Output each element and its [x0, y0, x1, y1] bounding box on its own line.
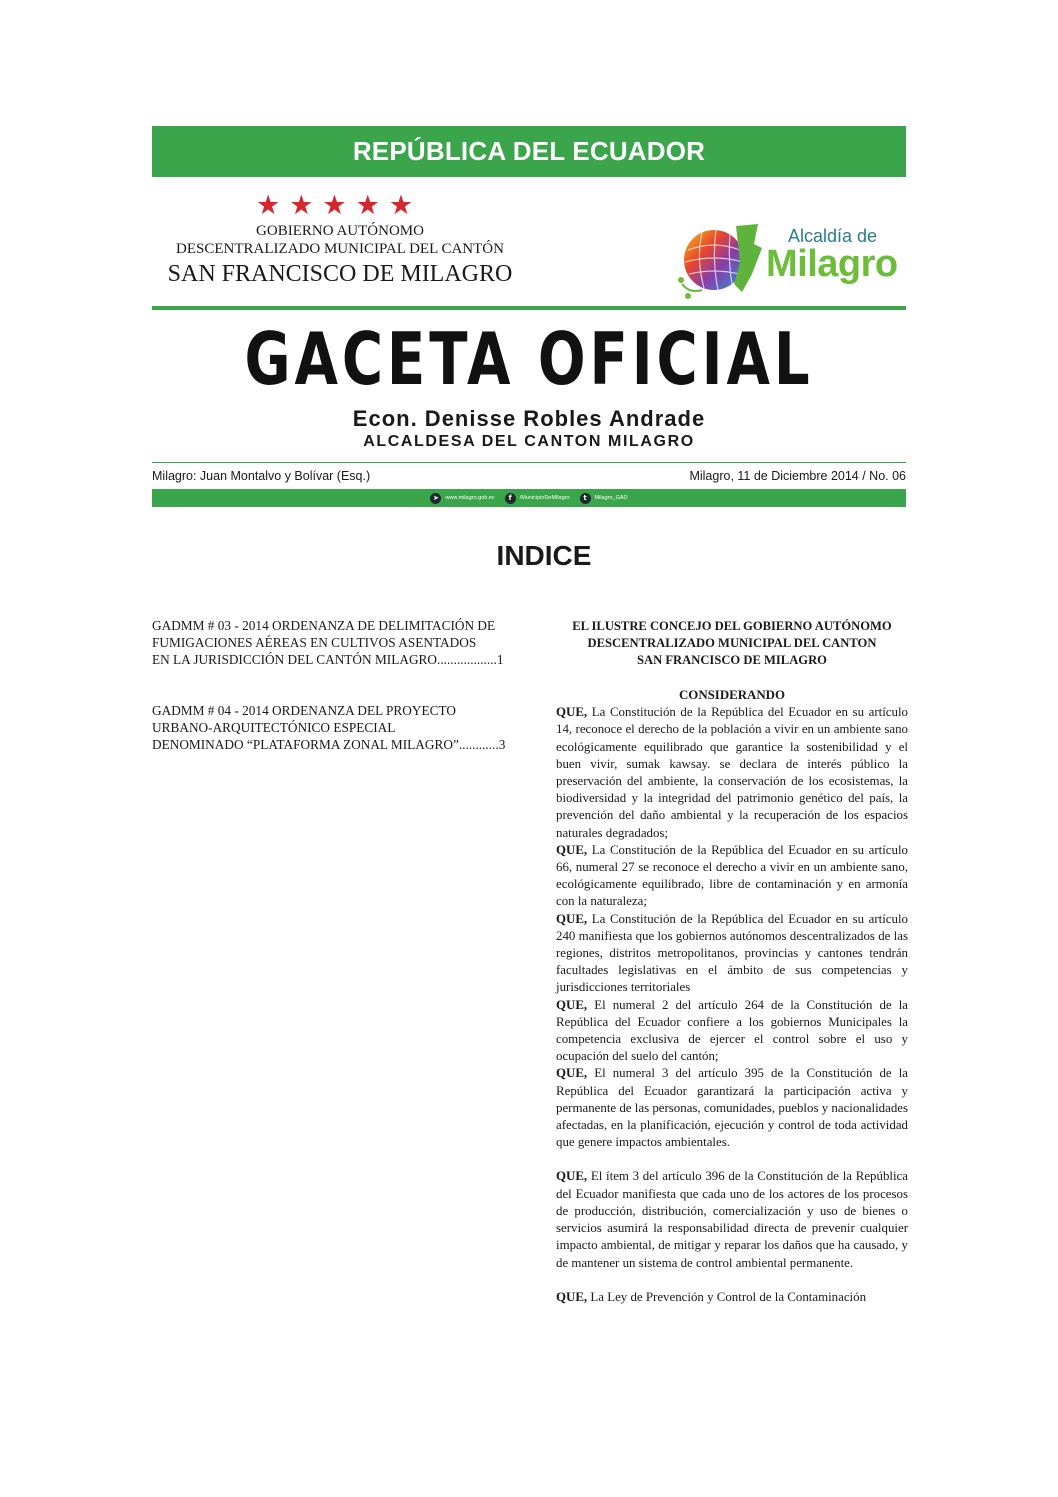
whereas-paragraph: [556, 911, 908, 997]
publication-title: GACETA OFICIAL: [244, 317, 814, 401]
index-entry[interactable]: [152, 702, 506, 753]
index-entry-line: GADMM # 04 - 2014 ORDENANZA DEL PROYECTO: [152, 703, 456, 718]
que-label: QUE,: [556, 705, 588, 720]
social-bar: [152, 489, 906, 507]
ordinance-text: [556, 618, 908, 1306]
council-heading: [556, 618, 908, 669]
facebook-icon: f: [505, 493, 516, 504]
gov-line-1: GOBIERNO AUTÓNOMO: [256, 223, 424, 239]
social-website-label: www.milagro.gob.ec: [445, 495, 495, 501]
logo-text-top: Alcaldía de: [788, 226, 878, 246]
que-label: QUE,: [556, 911, 588, 926]
star-row: ★★★★★: [256, 190, 423, 221]
whereas-paragraph: [556, 842, 908, 911]
index-entry-line: DENOMINADO “PLATAFORMA ZONAL MILAGRO”............3: [152, 737, 506, 752]
social-facebook-label: /MunicipioDeMilagro: [519, 495, 570, 501]
whereas-paragraph: [556, 997, 908, 1066]
index-entry-line: GADMM # 03 - 2014 ORDENANZA DE DELIMITACIÓN DE: [152, 618, 496, 633]
web-cursor-icon: ➤: [430, 493, 441, 504]
mayor-name: Econ. Denisse Robles Andrade: [352, 406, 706, 431]
council-line-1: EL ILUSTRE CONCEJO DEL GOBIERNO AUTÓNOMO: [572, 619, 892, 633]
index-entry-line: URBANO-ARQUITECTÓNICO ESPECIAL: [152, 720, 396, 735]
social-twitter[interactable]: [580, 493, 628, 504]
whereas-paragraph: [556, 1289, 908, 1306]
address: Milagro: Juan Montalvo y Bolívar (Esq.): [152, 469, 371, 483]
que-label: QUE,: [556, 1066, 588, 1081]
gov-line-2: DESCENTRALIZADO MUNICIPAL DEL CANTÓN: [176, 241, 504, 257]
que-label: QUE,: [556, 842, 588, 857]
index-heading: INDICE: [496, 540, 592, 571]
council-line-3: SAN FRANCISCO DE MILAGRO: [637, 653, 827, 667]
considerando-heading: CONSIDERANDO: [678, 688, 785, 702]
que-label: QUE,: [556, 1289, 588, 1304]
twitter-icon: t: [580, 493, 591, 504]
whereas-paragraph: [556, 1065, 908, 1151]
header-divider: [152, 306, 906, 310]
index-entry-line: FUMIGACIONES AÉREAS EN CULTIVOS ASENTADOS: [152, 635, 477, 650]
gov-line-3: SAN FRANCISCO DE MILAGRO: [167, 261, 513, 287]
index-entry-line: EN LA JURISDICCIÓN DEL CANTÓN MILAGRO..................1: [152, 652, 504, 667]
index-entry[interactable]: [152, 617, 502, 668]
whereas-paragraph: [556, 1168, 908, 1271]
que-label: QUE,: [556, 997, 588, 1012]
paragraph-text: La Constitución de la República del Ecuador en su artículo 14, reconoce el derecho de la población a vivir en un ambiente sano ecológicamente equilibrado que garantice la sostenibilidad y el buen vivir, sumak kawsay. se declara de interés público la preservación del ambiente, la conservación de los ecosistemas, la biodiversidad y la integridad del patrimonio genético del país, la prevención del daño ambiental y la recuperación de los espacios naturales degradados;: [556, 705, 908, 840]
mayor-role: ALCALDESA DEL CANTON MILAGRO: [363, 433, 695, 450]
paragraph-text: El ítem 3 del artículo 396 de la Constitución de la República del Ecuador manifiesta que cada uno de los actores de los procesos de producción, distribución, comercialización y uso de bienes o servicios asumirá la responsabilidad directa de prevenir cualquier impacto ambiental, de mitigar y reparar los daños que ha causado, y de mantener un sistema de control ambiental permanente.: [556, 1169, 908, 1270]
council-line-2: DESCENTRALIZADO MUNICIPAL DEL CANTON: [587, 636, 877, 650]
social-twitter-label: Milagro_GAD: [594, 495, 628, 501]
paragraph-text: El numeral 2 del artículo 264 de la Constitución de la República del Ecuador confiere a los gobiernos Municipales la competencia exclusiva de ejercer el control sobre el uso y ocupación del suelo del cantón;: [556, 997, 908, 1064]
index-list: [152, 617, 506, 787]
info-divider: [152, 462, 906, 463]
paragraph-text: La Constitución de la República del Ecuador en su artículo 66, numeral 27 se reconoce el derecho a vivir en un ambiente sano, ecológicamente equilibrado, libre de contaminación y en armonía con la naturaleza;: [556, 842, 908, 909]
government-name: [160, 222, 520, 288]
logo-text-bottom: Milagro: [766, 243, 898, 285]
paragraph-text: La Ley de Prevención y Control de la Contaminación: [587, 1289, 867, 1304]
issue-date: Milagro, 11 de Diciembre 2014 / No. 06: [689, 469, 906, 483]
que-label: QUE,: [556, 1169, 588, 1184]
social-website[interactable]: [430, 493, 494, 504]
social-facebook[interactable]: [505, 493, 570, 504]
country-banner: REPÚBLICA DEL ECUADOR: [152, 126, 906, 177]
paragraph-text: El numeral 3 del artículo 395 de la Constitución de la República del Ecuador garantizará la participación activa y permanente de las personas, comunidades, pueblos y nacionalidades afectadas, en la planificación, ejecución y control de toda actividad que genere impactos ambientales.: [556, 1066, 908, 1150]
paragraph-text: La Constitución de la República del Ecuador en su artículo 240 manifiesta que los gobiernos autónomos descentralizados de las regiones, distritos metropolitanos, provincias y cantones tendrán facultades legislativas en el ámbito de sus competencias y jurisdicciones territoriales: [556, 911, 908, 995]
whereas-paragraph: [556, 704, 908, 842]
